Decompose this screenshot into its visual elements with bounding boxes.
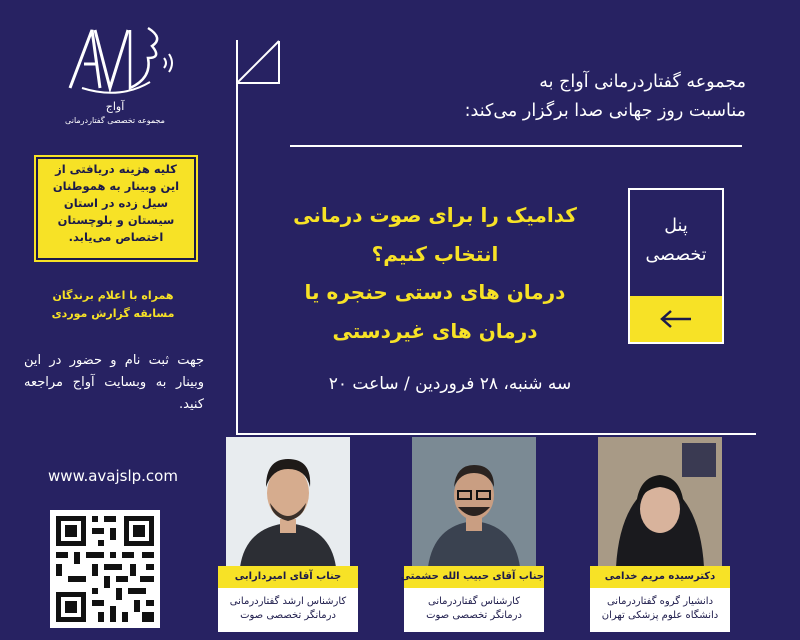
page-fold-icon [236, 40, 280, 84]
speaker-role [218, 588, 358, 632]
speaker-role-line: درمانگر تخصصی صوت [426, 610, 522, 621]
headline-line: کدامیک را برای صوت درمانی [293, 203, 577, 227]
speaker-photo [226, 437, 350, 567]
headline-line: درمان های غیردستی [332, 318, 538, 343]
speaker-role-line: کارشناس ارشد گفتاردرمانی [229, 596, 347, 607]
notice-line: سیل زده در استان [63, 196, 169, 210]
donation-notice [36, 157, 196, 260]
speaker-name: دکترسیده مریم خدامی [590, 566, 730, 588]
arrow-left-icon [659, 309, 693, 329]
speaker-role-line: کارشناس گفتاردرمانی [428, 596, 520, 607]
intro-line: مجموعه گفتاردرمانی آواج به [539, 72, 746, 92]
event-intro [280, 68, 746, 126]
sound-waves-icon [164, 54, 172, 72]
avaj-logo-mark [40, 18, 190, 108]
avaj-logo [40, 18, 190, 136]
speaker-photo [412, 437, 536, 567]
notice-line: سیستان و بلوچستان [57, 213, 175, 227]
speaker-role [590, 588, 730, 632]
panel-label-line: تخصصی [645, 245, 707, 265]
panel-label [630, 212, 722, 270]
notice-line: این وبینار به هموطنان [52, 179, 180, 193]
panel-label-line: پنل [664, 216, 688, 236]
speaker-role-line: دانشگاه علوم پزشکی تهران [601, 610, 719, 621]
intro-line: مناسبت روز جهانی صدا برگزار می‌کند: [464, 101, 746, 121]
speaker-role [404, 588, 544, 632]
award-line: مسابقه گزارش موردی [51, 307, 175, 320]
notice-line: اختصاص می‌یابد. [68, 230, 164, 244]
event-date-time: سه شنبه، ۲۸ فروردین / ساعت ۲۰ [328, 374, 572, 394]
expert-panel-badge [628, 188, 724, 344]
headline-line: انتخاب کنیم؟ [371, 241, 499, 266]
speaker-name: جناب آقای حبیب الله حشمتی [404, 566, 544, 588]
website-link[interactable]: www.avajslp.com [48, 467, 178, 485]
logo-subtitle: مجموعه تخصصی گفتاردرمانی [65, 116, 165, 125]
speaker-name: جناب آقای امیردارابی [218, 566, 358, 588]
logo-name: آواج [105, 100, 125, 113]
speaker-role-line: دانشیار گروه گفتاردرمانی [606, 596, 714, 607]
qr-code-icon[interactable] [50, 510, 160, 628]
speaker-role-line: درمانگر تخصصی صوت [240, 610, 336, 621]
registration-text: جهت ثبت نام و حضور در این وبینار به وبسایت آواج مراجعه کنید. [24, 353, 204, 412]
divider [290, 145, 742, 147]
webinar-headline [250, 196, 620, 350]
notice-line: کلیه هزینه دریافتی از [55, 162, 177, 176]
headline-line: درمان های دستی حنجره یا [304, 280, 566, 304]
award-announcement [20, 287, 206, 323]
panel-arrow-box [630, 296, 722, 342]
speaker-photo [598, 437, 722, 567]
award-line: همراه با اعلام برندگان [52, 289, 174, 302]
